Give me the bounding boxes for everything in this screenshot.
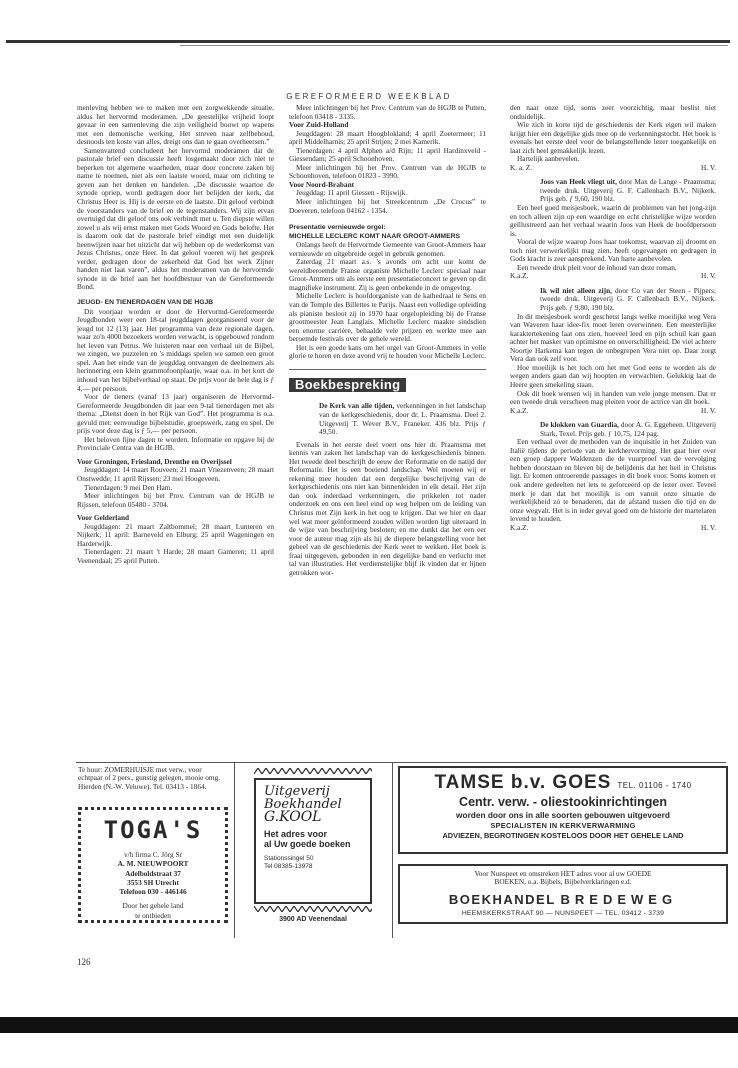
paragraph: Zaterdag 21 maart a.s. 's avonds om acht uur komt de wereldberoemde Franse organiste Michelle Leclerc speciaal naar Groot-Ammers om als eerste een presentatieconcert te geven op dit magnifieke instrument. Zij is geen onbekende in de omgeving. xyxy=(289,257,486,292)
signature-right: H. V. xyxy=(701,522,716,532)
signature-left: K.a.Z. xyxy=(510,522,529,532)
paragraph: Ook dit boek wensen wij in handen van vele jonge mensen. Dat er een tweede druk verscheen mag pleiten voor de actrice van dit boek. xyxy=(510,388,716,407)
column-2 xyxy=(289,104,486,577)
scan-bottom-edge xyxy=(0,1017,738,1033)
ad-line: Adelboldstraat 37 xyxy=(125,868,181,878)
review-title: Joos van Heek vliegt uit, xyxy=(540,177,617,187)
paragraph: Tienerdagen: 9 mei Den Ham. xyxy=(84,482,173,492)
paragraph: Tienerdagen: 4 april Alphen a/d Rijn; 11 april Hardinxveld - Giessendam; 25 april Schoonhoven. xyxy=(289,145,486,164)
ad-line: v/h firma C. Jörg Sr xyxy=(123,850,183,859)
zigzag-border-bottom xyxy=(254,906,372,912)
top-rule xyxy=(6,40,730,43)
review-title: Ik wil niet alleen zijn, xyxy=(540,285,612,295)
paragraph: Samenvattend concludeert het hervormd moderamen dat de pastorale brief een discussie heeft losgemaakt door zich niet te beperken tot algemene waarheden, maar door concrete zaken bij name te noemen, niet als een laatste woord, maar om richting te geven aan het denken en handelen. „De discussie waartoe de synode opriep, wordt gedragen door het belijden der kerk, dat Christus Heer is. Hij is de eerste en de laatste. Dit geloof verbindt de voorstanders van de brief en de tegenstanders. Wij zijn ervan overtuigd dat dit geloof ons ook verbindt met u. Ten diepste willen zowel u als wij ernst maken met Gods Woord en Gods belofte. Het is daarom ook dat de pastorale brief eindigt met een duidelijk heenwijzen naar het uitzicht dat wij hebben op de wederkomst van Jezus Christus, onze Heer. In dat geloof voeren wij het gesprek verder, gedragen door de zekerheid dat God het werk Zijner handen niet laat varen”, aldus het moderamen van de hervormde synode in de brief aan het hoofdbestuur van de Gereformeerde Bond. xyxy=(77,145,274,292)
paragraph: Jeugddag: 11 april Giessen - Rijswijk. xyxy=(296,188,408,198)
paragraph: Voor de tieners (vanaf 13 jaar) organiseren de Hervormd-Gereformeerde Jeugdbonden dit jaar een 9-tal tienerdagen met als thema: „Dienst doen in het Rijk van God”. Het programma is o.a. gevuld met: eenvoudige bijbelstudie, groepswerk, zang en spel. De prijs voor deze dag is ƒ 5,— per persoon. xyxy=(77,392,274,436)
section-heading: JEUGD- EN TIENERDAGEN VAN DE HGJB xyxy=(77,299,214,307)
signature-right: H. V. xyxy=(701,405,716,415)
signature xyxy=(510,524,716,533)
region-heading: Voor Noord-Brabant xyxy=(289,179,355,189)
ad-tamse xyxy=(398,766,728,854)
signature-right: H. V. xyxy=(701,271,716,281)
signature xyxy=(510,272,716,281)
column-3 xyxy=(510,104,716,532)
paragraph: Meer inlichtingen bij het Streekcentrum „De Crocus” te Doeveren, telefoon 04162 - 1354. xyxy=(289,197,486,215)
ad-kool-box xyxy=(254,778,372,904)
ad-kool-l6: Stationssingel 50 xyxy=(264,855,314,862)
review-title: De Kerk van alle tijden, xyxy=(319,401,395,411)
paragraph: Meer inlichtingen bij het Prov. Centrum van de HGJB te Rijssen, telefoon 05480 - 3704. xyxy=(77,491,274,509)
ad-togas xyxy=(78,807,228,923)
signature-left: K.a.Z. xyxy=(510,405,529,415)
review-details: door Co van der Steen - Pijpers; tweede druk. Uitgeverij G. F. Callenbach B.V., Nijkerk. Prijs geb. ƒ 9,80, 190 blz. xyxy=(540,285,716,313)
article-heading-a: Presentatie vernieuwde orgel: xyxy=(289,224,386,232)
ad-bredeweg-title-b: BREDEWEG xyxy=(560,891,678,907)
signature-right: H. V. xyxy=(701,162,716,172)
paragraph: Jeugddagen: 21 maart Zaltbommel; 28 maart Lunteren en Nijkerk; 11 april: Barneveld en Elburg; 25 april Wageningen en Harderwijk. xyxy=(77,521,274,548)
paragraph: Onlangs heeft de Hervormde Gemeente van Groot-Ammers haar vernieuwde en uitgebreide orgel in gebruik genomen. xyxy=(289,240,486,258)
section-banner-boekbespreking: Boekbespreking xyxy=(289,378,406,393)
review-citation xyxy=(289,402,486,436)
ads-divider-vertical xyxy=(234,762,235,938)
column-1 xyxy=(77,104,274,565)
ads-divider-vertical xyxy=(392,762,393,938)
review-title: De klokken van Guardia, xyxy=(540,420,619,430)
ad-kool xyxy=(240,766,386,938)
paragraph: Meer inlichtingen bij het Prov. Centrum van de HGJB te Putten, telefoon 03418 - 3335. xyxy=(289,103,486,121)
ad-togas-body xyxy=(81,850,225,920)
region-heading: Voor Groningen, Friesland, Drenthe en Overijssel xyxy=(77,456,232,466)
paragraph: Dit voorjaar worden er door de Hervormd-Gereformeerde Jeugdbonden weer een 18-tal jeugddagen georganiseerd voor de jeugd tot 12 (13) jaar. Het programma van deze regionale dagen, waar zo'n 4000 bezoekers worden verwacht, is opgebouwd rondom het leven van Petrus. We luisteren naar een verhaal uit de Bijbel, we zingen, we puzzelen en 's middags spelen we samen een groot spel. Aan het einde van de jeugddag ontvangen de deelnemers als herinnering een klein grammofoonplaatje, waar o.a. in het kort de inhoud van het bijbelverhaal op staat. De prijs voor de hele dag is ƒ 4,— per persoon. xyxy=(77,306,274,393)
ads-divider xyxy=(76,762,726,763)
review-details: door Max de Lange - Praamsma; tweede druk. Uitgeverij G. F. Callenbach B.V., Nijkerk. Prijs geb. ƒ 9,60, 190 blz. xyxy=(540,177,716,204)
ad-line: A. M. NIEUWPOORT xyxy=(117,859,189,869)
paragraph: Jeugddagen: 28 maart Hoogblokland; 4 april Zoetermeer; 11 april Middelharnis; 25 april Strijen; 2 mei Kamerik. xyxy=(289,128,486,147)
ad-line: te ontbieden xyxy=(135,910,171,920)
ad-kool-l2: Boekhandel xyxy=(264,797,342,812)
ad-bredeweg-intro xyxy=(400,870,726,887)
signature-left: K.a.Z. xyxy=(510,271,529,281)
page-header: GEREFORMEERD WEEKBLAD xyxy=(286,92,452,101)
review-citation xyxy=(510,178,716,204)
ad-zomerhuisje: Te huur: ZOMERHUISJE met verw., voor echtpaar of 2 pers., gunstig gelegen, mooie omg. Hierden (N.-W. Veluwe). Tel. 03413 - 1864. xyxy=(78,765,221,791)
review-citation xyxy=(510,421,716,438)
signature-left: K. a. Z. xyxy=(510,162,533,172)
paragraph: Wie zich in korte tijd de geschiedenis der Kerk eigen wil maken krijgt hier een degelijke gids mee op de verkenningstocht. Het boek is evenals het eerste deel voor de belangstellende lezer toegankelijk en laat zich heel gemakkelijk lezen. xyxy=(510,120,716,155)
paragraph: Hartelijk aanbevelen. xyxy=(517,154,580,164)
ad-line: Voor Nunspeet en omstreken HET adres voor al uw GOEDE xyxy=(474,869,652,878)
review-details: door A. G. Eggebeen. Uitgeverij Stark, Texel. Prijs geb. ƒ 10,75, 124 pag. xyxy=(540,420,716,438)
review-citation xyxy=(510,287,716,313)
zigzag-border-top xyxy=(254,768,372,774)
ad-tamse-tel: TEL. 01106 - 1740 xyxy=(617,781,692,790)
signature xyxy=(510,164,716,173)
ad-kool-l3: G.KOOL xyxy=(264,809,322,825)
ad-tamse-line: worden door ons in alle soorten gebouwen uitgevoerd xyxy=(456,810,670,820)
ad-tamse-name: TAMSE b.v. GOES xyxy=(434,772,612,793)
paragraph: Vooral de wijze waarop Joos haar toekomst, waarvan zij droomt en toch niet verwerkelijkt mag zien, heeft opgevangen en gedragen in Gods kracht is zeer aansprekend. Van harte aanbevolen. xyxy=(510,237,716,264)
ad-kool-bottom: 3900 AD Veenendaal xyxy=(279,916,347,923)
ad-bredeweg-address: HEEMSKERKSTRAAT 90 — NUNSPEET — TEL. 03412 - 3739 xyxy=(461,909,665,917)
paragraph: Het beloven fijne dagen te worden. Informatie en opgave bij de Provinciale Centra van de HGJB. xyxy=(77,434,274,453)
paragraph: Jeugddagen: 14 maart Rouveen; 21 maart Vriezenveen; 28 maart Onstwedde; 11 april Rijssen; 23 mei Hoogeveen. xyxy=(77,465,274,483)
page-number: 126 xyxy=(77,957,91,967)
paragraph: Tienerdagen: 21 maart 't Harde; 28 maart Gameren; 11 april Veenendaal; 25 april Putten. xyxy=(77,547,274,565)
paragraph: Meer inlichtingen bij het Prov. Centrum van de HGJB te Schoonhoven, telefoon 01823 - 3990. xyxy=(289,162,486,181)
paragraph: den naar onze tijd, soms zeer voorzichtig, maar beslist niet onduidelijk. xyxy=(510,103,716,121)
ad-line: BOEKEN, o.a. Bijbels, Bijbelverklaringen e.d. xyxy=(494,877,632,887)
ad-togas-title: TOGA'S xyxy=(103,816,203,844)
paragraph: Een verhaal over de methoden van de inquisitie in het Zuiden van Italië tijdens de periode van de kerkhervorming. Het gaat hier over een groep dappere Waldenzen die de vuurproef van de vervolging hebben doorstaan en bleven bij de belijdenis dat het heil in Christus ligt. Er komen ontroerende passages in dit boek voor. Soms komen er ook andere gedeelten net iets te geforceerd op de lezer over. Teveel merk je dan dat het moeilijk is om vanuit onze situatie de werkelijkheid zó te benaderen, dat de afstand tussen die tijd en de onze wegvalt. Het is in ieder geval goed om de historie der martelaren levend te houden. xyxy=(510,437,716,524)
ad-line: 3553 SH Utrecht xyxy=(127,877,179,887)
paragraph: Het is een goede kans om het orgel van Groot-Ammers in volle glorie te horen en deze avond vrij te houden voor Michelle Leclerc. xyxy=(289,342,486,361)
signature xyxy=(510,407,716,416)
paragraph: Een tweede druk pleit voor de inhoud van deze roman. xyxy=(517,262,677,272)
paragraph: Michelle Leclerc is hoofdorganiste van de kathedraal te Sens en van de Temple des Billettes te Parijs. Naast een volledige opleiding als pianiste besloot zij in 1970 haar orgelopleiding bij de Franse grootmeester Jean Langlais. Michelle Leclerc maakte sindsdien een enorme carrière, behaalde vele prijzen en werkte mee aan beroemde festivals over de gehele wereld. xyxy=(289,291,486,344)
ad-line: Telefoon 030 - 446146 xyxy=(119,887,187,897)
ad-kool-l7: Tel 08385-13978 xyxy=(264,862,313,870)
review-details: verkenningen in het landschap van de kerkgeschiedenis, door dr. L. Praamsma. Deel 2. Uitgeverij T. Wever B.V., Franeker. 436 blz. Prijs ƒ 49,50. xyxy=(319,401,486,437)
ad-bredeweg-title xyxy=(400,892,726,907)
paragraph: In dit meisjesboek wordt geschetst langs welke moeilijke weg Vera van Waveren haar idee-fix moet leren overwinnen. Een meesterlijke karaktertekening laat ons zien, hoeveel leed en pijn schuil kan gaan achter het masker van optimisme en onverschilligheid. De viel achtere Noortje Harkema kan tegen de onbegrepen Vera niet op. Daar zorgt Vera dan ook zelf voor. xyxy=(510,311,716,364)
region-heading: Voor Gelderland xyxy=(77,513,130,523)
paragraph: Evenals in het eerste deel voert ons hier dr. Praamsma met kennis van zaken het landschap van de kerkgeschiedenis binnen. Het tweede deel beschrijft de eeuw der Reformatie en de natijd der Reformatie. Het is een boeiend landschap. Wel moeten wij er rekening mee houden dat een dergelijke beschrijving van de kerkgeschiedenis ons niet kan binnenleiden in elk detail. Het zijn dan ook inderdaad verkenningen, die prikkelen tot nader onderzoek en ons een heel eind op weg helpen om de leiding van Christus met Zijn kerk in het oog te krijgen. Dat we hier en daar wel wat meer geïnformeerd zouden willen worden ligt uiteraard in de wijze van beschrijving besloten; en me dunkt dat het een eer voor de auteur mag zijn als hij de diepere belangstelling voor het geheel van de geschiedenis der Kerk weet te wekken. Het boek is fraai uitgegeven, gebonden in een degelijke band en verlucht met tal van illustraties. Het verdienstelijke blijf ik vinden dat er lijnen getrokken wor- xyxy=(289,439,486,577)
region-heading: Voor Zuid-Holland xyxy=(289,120,349,130)
ad-kool-l4: Het adres voor xyxy=(264,829,328,839)
paragraph: Een heel goed meisjesboek, waarin de problemen van het jong-zijn en toch alleen zijn op een waardige en echt christelijke wijze worden geïllustreerd aan het verhaal waarin Joos van Heek de hoofdpersoon is. xyxy=(510,203,716,238)
top-rule-thin xyxy=(180,45,728,46)
ad-bredeweg xyxy=(398,864,728,924)
divider xyxy=(289,369,486,370)
ad-tamse-line: SPECIALISTEN IN KERKVERWARMING xyxy=(490,821,636,830)
ad-bredeweg-title-a: BOEKHANDEL xyxy=(448,891,556,907)
ad-tamse-line: ADVIEZEN, BEGROTINGEN KOSTELOOS DOOR HET GEHELE LAND xyxy=(442,831,684,840)
paragraph: menleving hebben we te maken met een zorgwekkende situatie, aldus het hervormd moderamen. „De geestelijke vrijheid loopt gevaar in een samenleving die zijn veiligheid bouwt op wapens met een demonische werking. Het streven naar zelfbehoud, desnoods ten koste van alles, dreigt ons dan te gaan overheersen.” xyxy=(77,103,274,147)
ad-kool-l1: Uitgeverij xyxy=(264,784,330,799)
ad-kool-l5: al Uw goede boeken xyxy=(264,839,351,849)
ad-tamse-sub: Centr. verw. - oliestookinrichtingen xyxy=(459,795,667,809)
ad-tamse-title xyxy=(400,772,726,794)
article-heading-b: MICHELLE LECLERC KOMT NAAR GROOT-AMMERS xyxy=(289,232,461,240)
ad-line: Door het gehele land xyxy=(122,901,184,911)
paragraph: Hoe moeilijk is het toch om het met God eens te worden als de wegen anders gaan dan wij hoopten en verwachten. Gelukkig laat de Heere geen smekeling staan. xyxy=(510,362,716,389)
